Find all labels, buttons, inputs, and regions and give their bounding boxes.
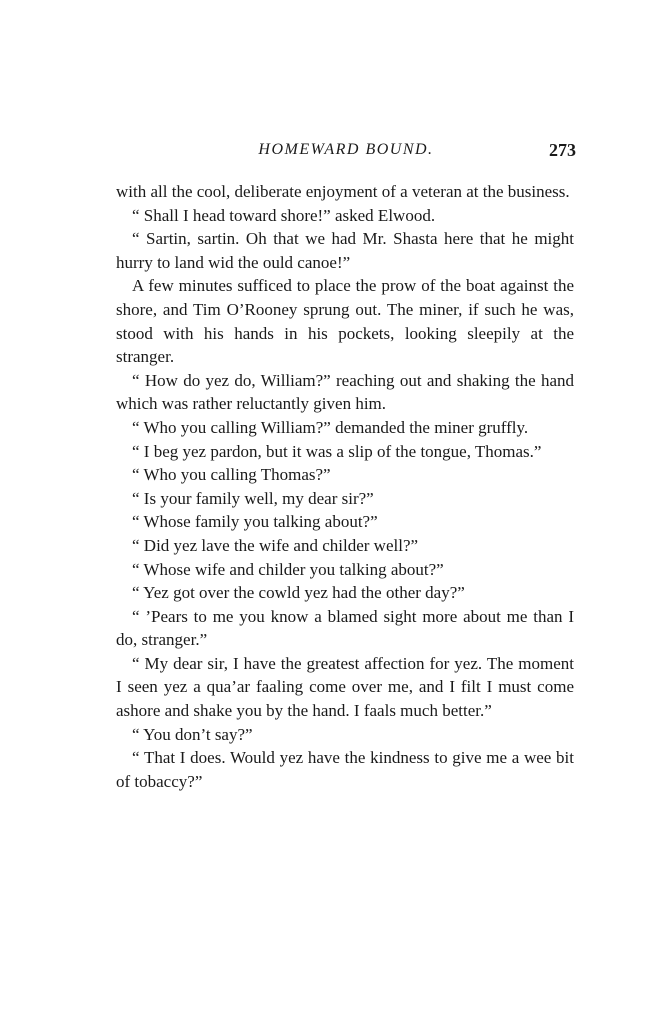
paragraph-1: with all the cool, deliberate enjoyment of a veteran at the business. (116, 182, 570, 201)
paragraph-4: A few minutes sufficed to place the prow of the boat against the shore, and Tim O’Rooney sprung out. The miner, if such he was, stood with his hands in his pockets, looking sleepily at the stranger. (116, 276, 574, 367)
paragraph-11: “ Did yez lave the wife and childer well?” (132, 535, 419, 555)
paragraph-14: “ ’Pears to me you know a blamed sight more about me than I do, stranger.” (116, 606, 574, 650)
paragraph-6: “ Who you calling William?” demanded the miner gruffly. (132, 417, 529, 437)
paragraph-12: “ Whose wife and childer you talking about?” (132, 559, 444, 579)
body-text (116, 180, 574, 793)
paragraph-17: “ That I does. Would yez have the kindness to give me a wee bit of tobaccy?” (116, 748, 574, 791)
running-title: HOMEWARD BOUND. (258, 141, 434, 158)
running-header (116, 139, 576, 163)
page-number: 273 (549, 140, 576, 160)
paragraph-2: “ Shall I head toward shore!” asked Elwood. (132, 205, 436, 225)
paragraph-3: “ Sartin, sartin. Oh that we had Mr. Shasta here that he might hurry to land wid the ould canoe!” (116, 229, 574, 272)
paragraph-13: “ Yez got over the cowld yez had the other day?” (132, 583, 465, 603)
paragraph-16: “ You don’t say?” (132, 724, 253, 744)
paragraph-5: “ How do yez do, William?” reaching out and shaking the hand which was rather reluctantly given him. (116, 370, 574, 414)
paragraph-7: “ I beg yez pardon, but it was a slip of the tongue, Thomas.” (132, 441, 542, 461)
paragraph-8: “ Who you calling Thomas?” (132, 465, 331, 485)
paragraph-10: “ Whose family you talking about?” (132, 512, 378, 532)
paragraph-15: “ My dear sir, I have the greatest affection for yez. The moment I seen yez a qua’ar faaling come over me, and I filt I must come ashore and shake you by the hand. I faals much better.” (116, 653, 574, 721)
paragraph-9: “ Is your family well, my dear sir?” (132, 488, 374, 508)
